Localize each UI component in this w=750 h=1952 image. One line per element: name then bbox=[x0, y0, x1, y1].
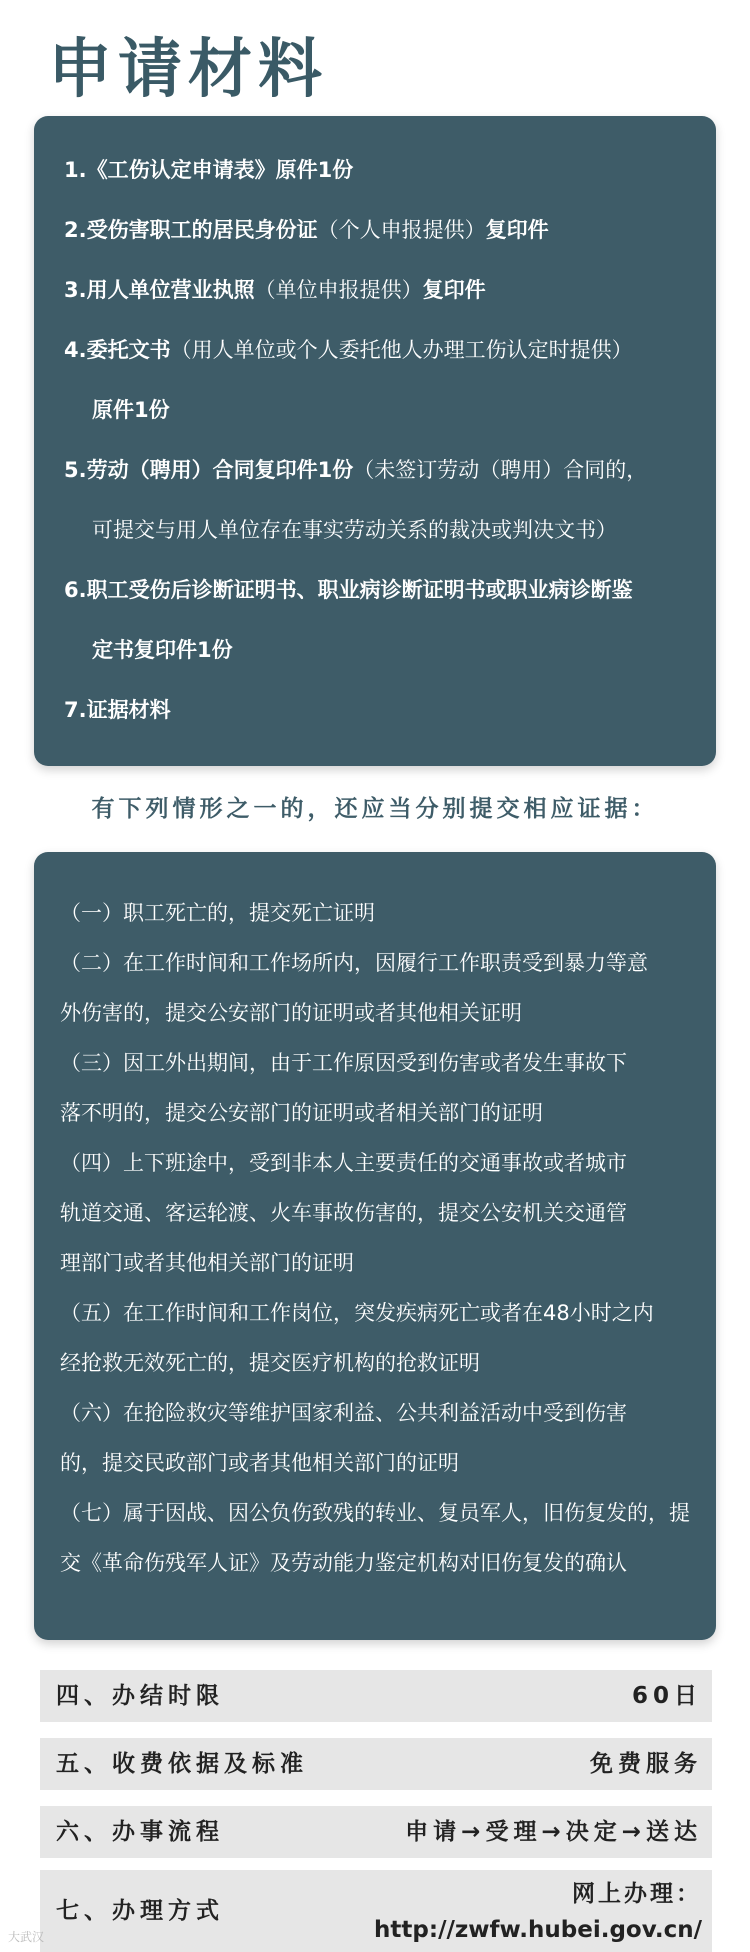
process-row bbox=[40, 1806, 712, 1858]
situation-line: （六）在抢险救灾等维护国家利益、公共利益活动中受到伤害 bbox=[60, 1401, 627, 1425]
situations-list bbox=[60, 888, 696, 1588]
situations-card bbox=[34, 852, 716, 1640]
situation-line: （四）上下班途中，受到非本人主要责任的交通事故或者城市 bbox=[60, 1151, 627, 1175]
situation-line: （七）属于因战、因公负伤致残的转业、复员军人，旧伤复发的，提 bbox=[60, 1501, 690, 1525]
materials-card bbox=[34, 116, 716, 766]
list-item-continuation: 原件1份 bbox=[92, 398, 170, 422]
situation-line: （三）因工外出期间，由于工作原因受到伤害或者发生事故下 bbox=[60, 1051, 627, 1075]
method-value bbox=[374, 1876, 702, 1948]
list-item-continuation: 定书复印件1份 bbox=[92, 638, 233, 662]
method-url-link[interactable]: http://zwfw.hubei.gov.cn/ bbox=[374, 1917, 702, 1943]
page-title: 申请材料 bbox=[48, 33, 328, 107]
materials-list bbox=[64, 140, 696, 740]
situation-line: （二）在工作时间和工作场所内，因履行工作职责受到暴力等意 bbox=[60, 951, 648, 975]
method-row bbox=[40, 1870, 712, 1952]
time-limit-value: 60日 bbox=[631, 1683, 702, 1709]
situation-line: 理部门或者其他相关部门的证明 bbox=[60, 1251, 354, 1275]
situation-line: 的，提交民政部门或者其他相关部门的证明 bbox=[60, 1451, 459, 1475]
list-item-continuation: 可提交与用人单位存在事实劳动关系的裁决或判决文书） bbox=[92, 518, 617, 542]
list-item: 1.《工伤认定申请表》原件1份 bbox=[64, 158, 354, 182]
situation-line: 落不明的，提交公安部门的证明或者相关部门的证明 bbox=[60, 1101, 543, 1125]
list-item: 5.劳动（聘用）合同复印件1份（未签订劳动（聘用）合同的， bbox=[64, 458, 648, 482]
fee-row bbox=[40, 1738, 712, 1790]
process-label: 六、办事流程 bbox=[56, 1819, 224, 1845]
situation-line: 交《革命伤残军人证》及劳动能力鉴定机构对旧伤复发的确认 bbox=[60, 1551, 627, 1575]
time-limit-label: 四、办结时限 bbox=[56, 1683, 224, 1709]
fee-value: 免费服务 bbox=[590, 1751, 702, 1777]
situation-line: 经抢救无效死亡的，提交医疗机构的抢救证明 bbox=[60, 1351, 480, 1375]
list-item: 2.受伤害职工的居民身份证（个人申报提供）复印件 bbox=[64, 218, 549, 242]
list-item: 4.委托文书（用人单位或个人委托他人办理工伤认定时提供） bbox=[64, 338, 633, 362]
situation-line: （一）职工死亡的，提交死亡证明 bbox=[60, 901, 375, 925]
list-item: 3.用人单位营业执照（单位申报提供）复印件 bbox=[64, 278, 486, 302]
fee-label: 五、收费依据及标准 bbox=[56, 1751, 308, 1777]
list-item: 7.证据材料 bbox=[64, 698, 171, 722]
situation-line: （五）在工作时间和工作岗位，突发疾病死亡或者在48小时之内 bbox=[60, 1301, 654, 1325]
evidence-note: 有下列情形之一的，还应当分别提交相应证据： bbox=[91, 796, 659, 822]
process-value: 申请→受理→决定→送达 bbox=[405, 1819, 702, 1845]
list-item: 6.职工受伤后诊断证明书、职业病诊断证明书或职业病诊断鉴 bbox=[64, 578, 633, 602]
method-label: 七、办理方式 bbox=[56, 1898, 224, 1924]
method-online-label: 网上办理： bbox=[572, 1881, 702, 1907]
situation-line: 轨道交通、客运轮渡、火车事故伤害的，提交公安机关交通管 bbox=[60, 1201, 627, 1225]
situation-line: 外伤害的，提交公安部门的证明或者其他相关证明 bbox=[60, 1001, 522, 1025]
watermark: 大武汉 bbox=[8, 1930, 45, 1944]
time-limit-row bbox=[40, 1670, 712, 1722]
